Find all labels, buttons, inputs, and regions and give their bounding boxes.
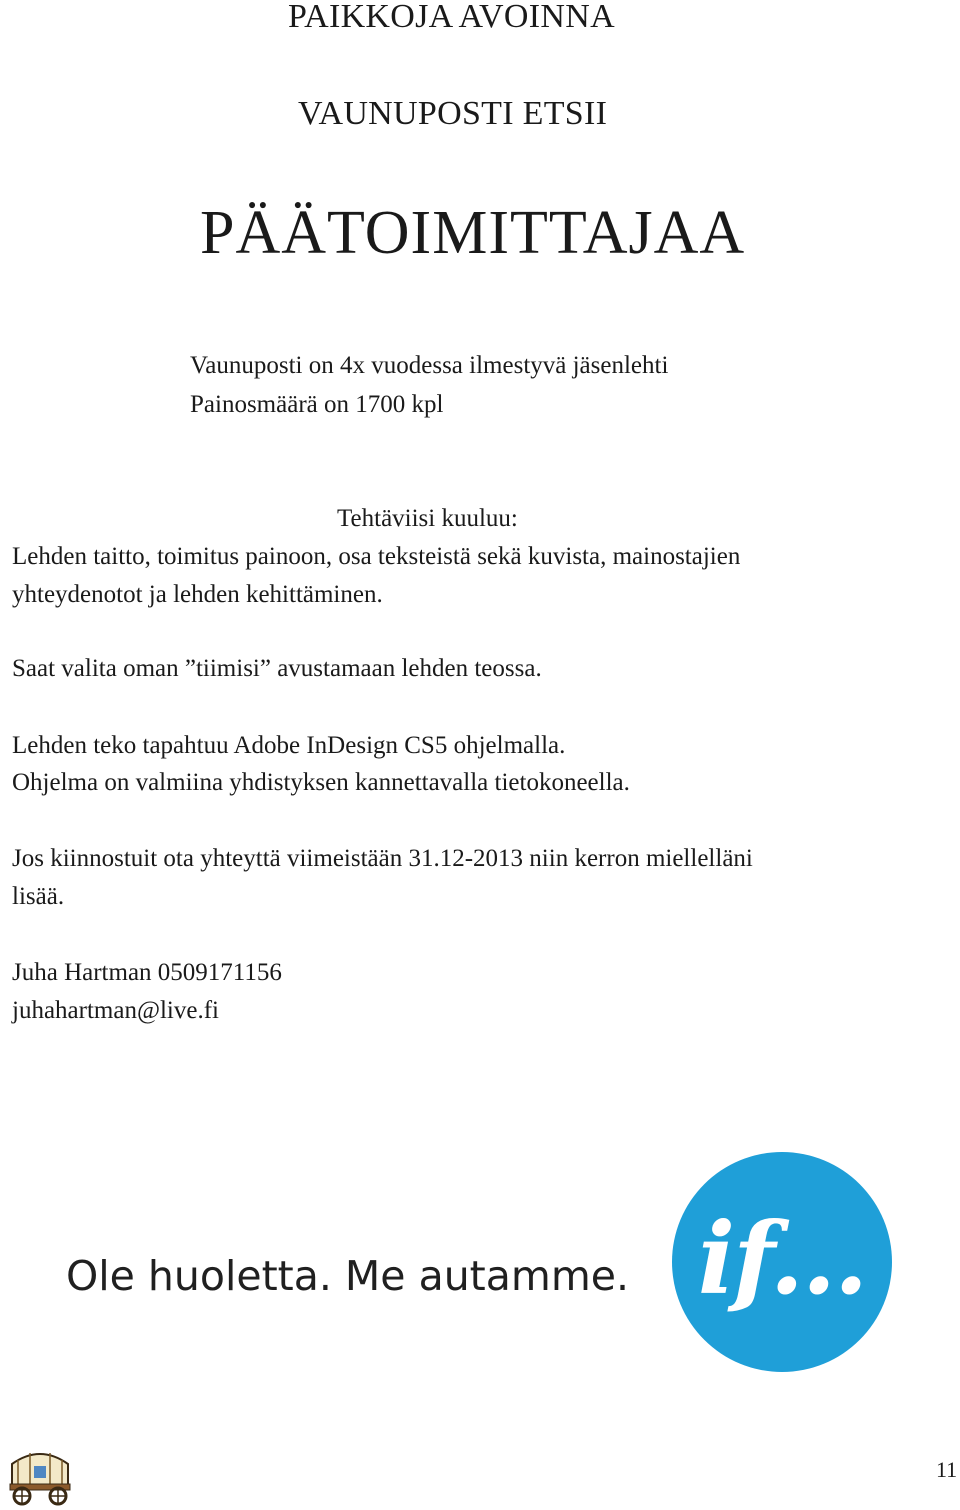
- contact-call-line-1: Jos kiinnostuit ota yhteyttä viimeistään 31.12-2013 niin kerron miellelläni: [12, 845, 753, 872]
- if-logo-icon: [672, 1152, 892, 1372]
- duties-line-1: Lehden taitto, toimitus painoon, osa teksteistä sekä kuvista, mainostajien: [12, 543, 741, 570]
- section-title: PAIKKOJA AVOINNA: [288, 0, 615, 35]
- team-text: Saat valita oman ”tiimisi” avustamaan lehden teossa.: [12, 655, 542, 682]
- contact-call-line-2: lisää.: [12, 883, 65, 910]
- subtitle: VAUNUPOSTI ETSII: [298, 95, 608, 132]
- software-line-1: Lehden teko tapahtuu Adobe InDesign CS5 ohjelmalla.: [12, 732, 566, 759]
- software-line-2: Ohjelma on valmiina yhdistyksen kannettavalla tietokoneella.: [12, 769, 630, 796]
- duties-heading: Tehtäviisi kuuluu:: [337, 505, 518, 532]
- ad-slogan: Ole huoletta. Me autamme.: [66, 1252, 630, 1300]
- wagon-icon: [4, 1442, 76, 1506]
- position-title: PÄÄTOIMITTAJAA: [200, 199, 746, 267]
- contact-email[interactable]: juhahartman@live.fi: [12, 997, 219, 1024]
- duties-line-2: yhteydenotot ja lehden kehittäminen.: [12, 581, 383, 608]
- page-number: 11: [936, 1457, 958, 1482]
- intro-line-1: Vaunuposti on 4x vuodessa ilmestyvä jäsenlehti: [190, 352, 669, 379]
- if-logo-text: if...: [697, 1202, 867, 1317]
- intro-line-2: Painosmäärä on 1700 kpl: [190, 391, 444, 418]
- contact-name-phone: Juha Hartman 0509171156: [12, 959, 282, 986]
